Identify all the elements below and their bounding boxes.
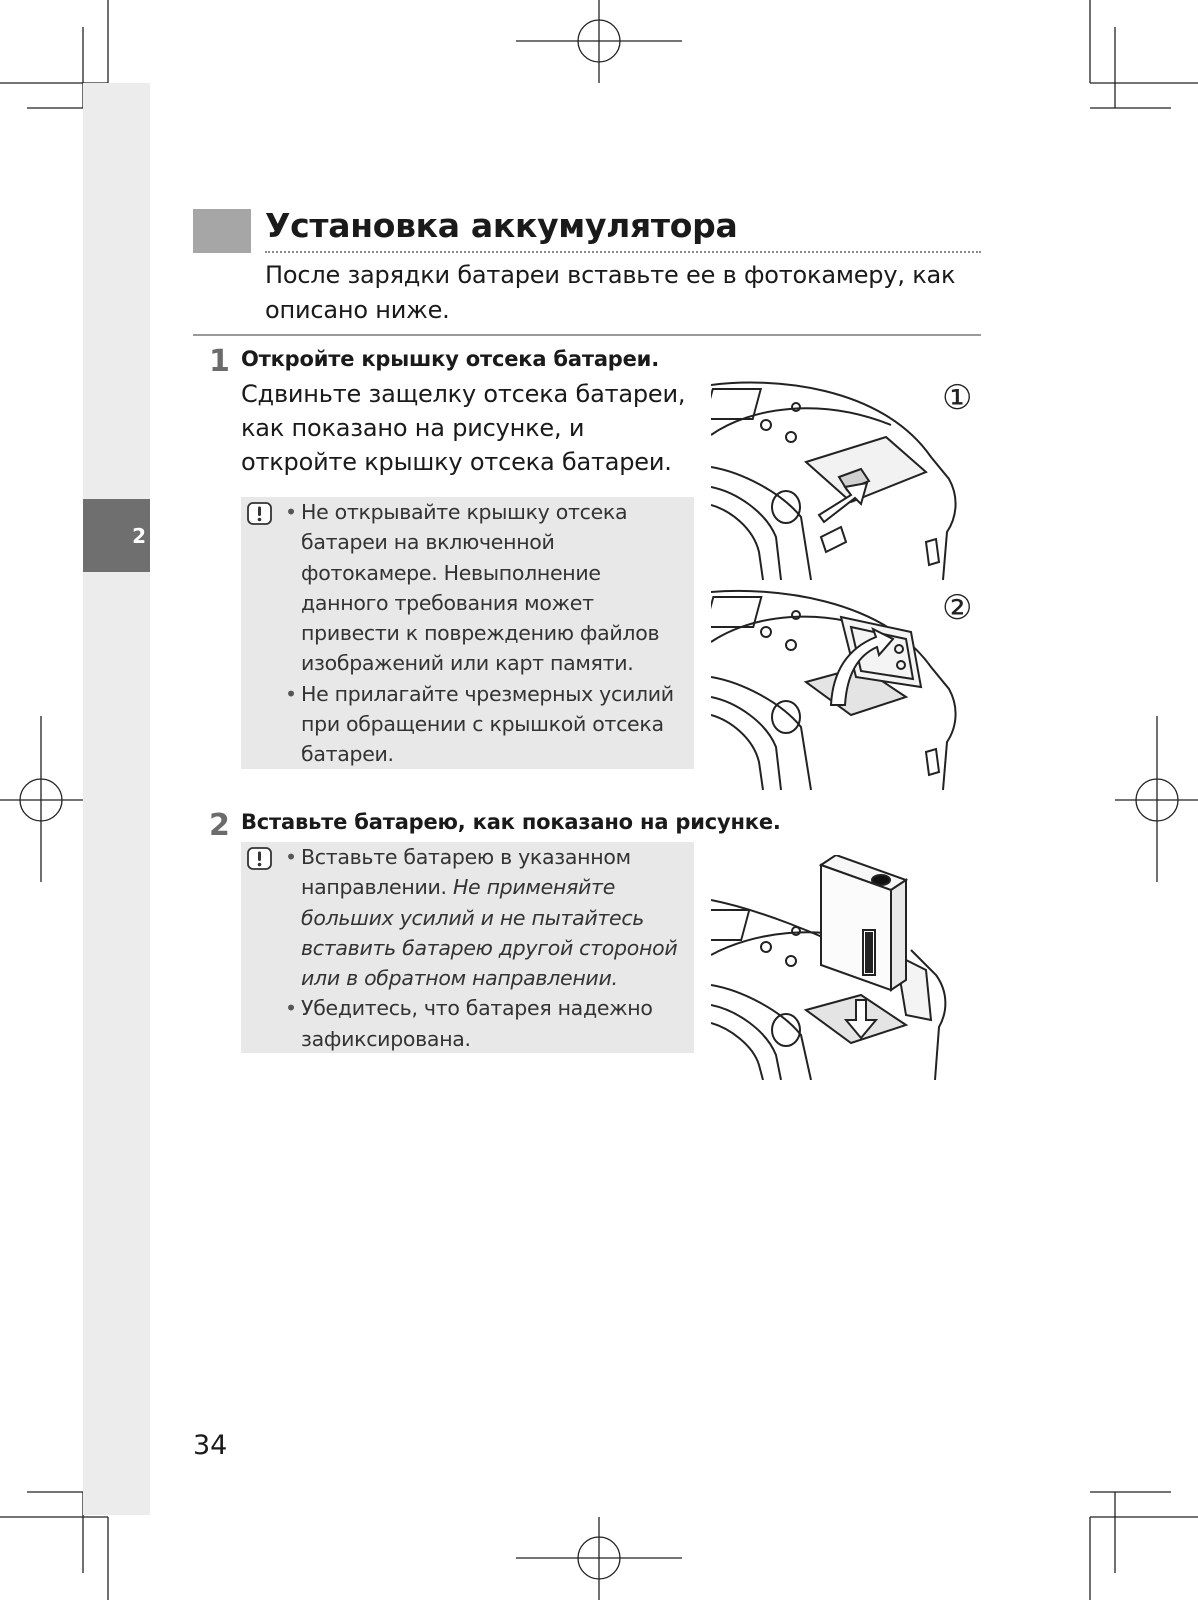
step-2-note-list [285, 842, 688, 1054]
title-marker [193, 209, 251, 253]
step-1-body: Сдвиньте защелку отсека батареи, как показано на рисунке, и откройте крышку отсека батареи. [241, 380, 686, 476]
caution-icon [247, 847, 272, 870]
figure-open-latch [711, 377, 963, 580]
page-sidebar [83, 83, 150, 1515]
list-item: • Убедитесь, что батарея надежно зафиксирована. [285, 993, 688, 1054]
list-item: • Не открывайте крышку отсека батареи на включенной фотокамере. Невыполнение данного требования может привести к повреждению файлов изображений или карт памяти. [285, 497, 688, 679]
list-item: • Не прилагайте чрезмерных усилий при обращении с крышкой отсека батареи. [285, 679, 688, 770]
figure-insert-battery [711, 855, 956, 1080]
section-intro: После зарядки батареи вставьте ее в фотокамеру, как описано ниже. [265, 261, 956, 324]
step-1-number: 1 [209, 344, 230, 379]
chapter-tab [83, 499, 150, 572]
note-emphasis: Не применяйте больших усилий и не пытайтесь вставить батарею другой стороной или в обратном направлении. [301, 875, 678, 991]
step-2-heading: Вставьте батарею, как показано на рисунке. [241, 810, 781, 834]
step-2-caution-note [241, 842, 694, 1053]
step-2-number: 2 [209, 808, 230, 843]
section-title: Установка аккумулятора [265, 206, 738, 245]
section-divider [193, 334, 981, 336]
step-1-caution-note [241, 497, 694, 769]
page-number: 34 [193, 1430, 228, 1461]
step-1-note-list [285, 497, 688, 770]
title-underline [265, 251, 981, 253]
list-item [285, 842, 688, 993]
step-1-heading: Откройте крышку отсека батареи. [241, 347, 659, 371]
chapter-number: 2 [132, 523, 146, 548]
figure-cover-open [711, 587, 963, 790]
note-text: Вставьте батарею в указанном направлении. [301, 845, 631, 900]
caution-icon [247, 502, 272, 525]
callout-1: ① [942, 378, 973, 418]
callout-2: ② [942, 588, 973, 628]
